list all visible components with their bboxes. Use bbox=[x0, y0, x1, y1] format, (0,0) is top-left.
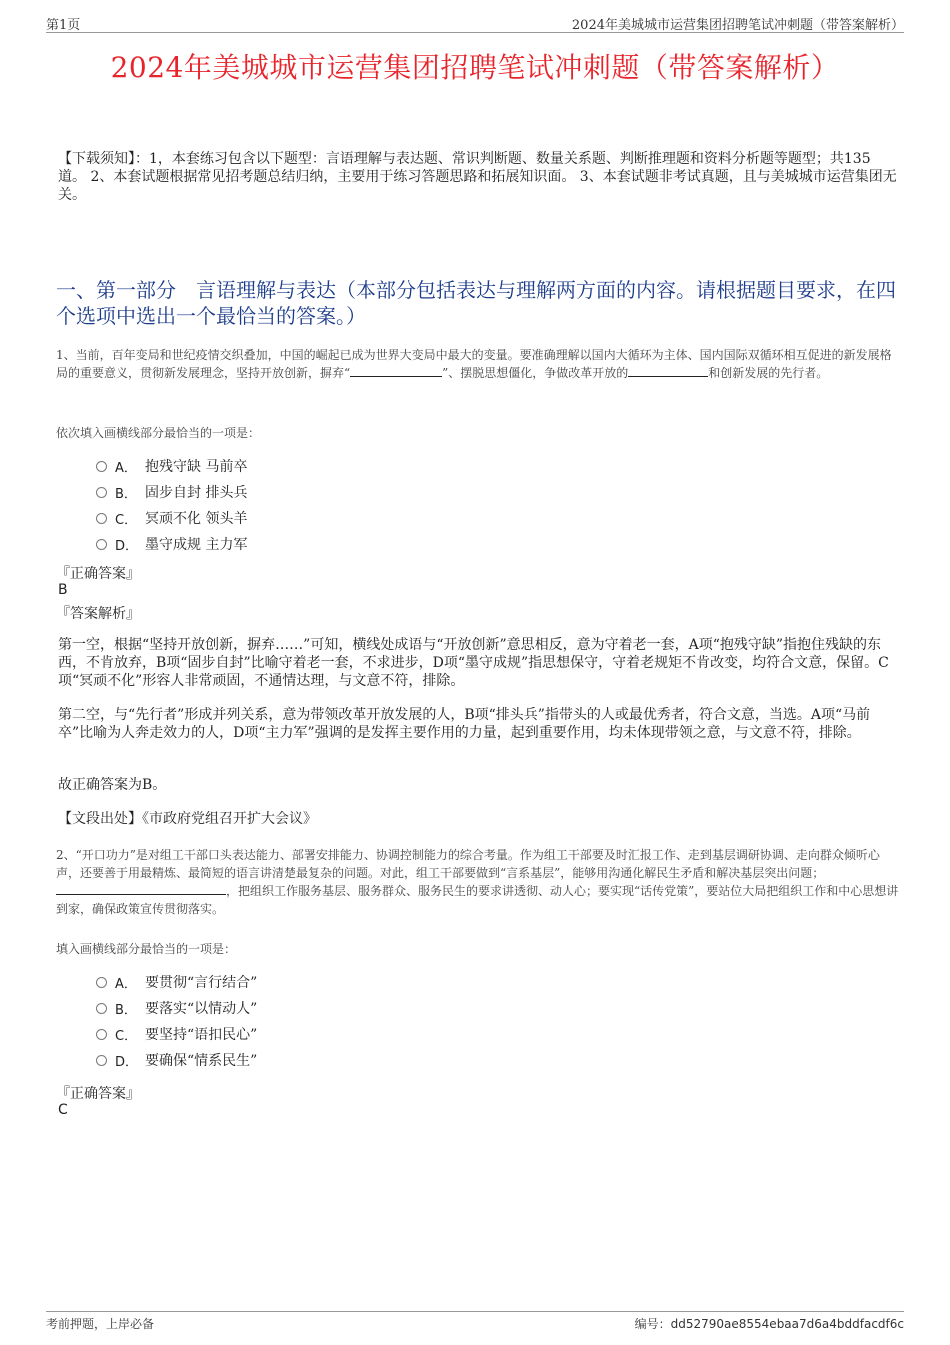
section-heading: 一、第一部分 言语理解与表达（本部分包括表达与理解两方面的内容。请根据题目要求，在四个选项中选出一个最恰当的答案。） bbox=[56, 278, 896, 328]
document-title: 2024年美城城市运营集团招聘笔试冲刺题（带答案解析） bbox=[110, 51, 840, 84]
radio-icon[interactable] bbox=[96, 487, 107, 498]
question-1-option-b[interactable]: B． 固步自封 排头兵 bbox=[96, 482, 247, 502]
question-2-option-c[interactable]: C． 要坚持“语扣民心” bbox=[96, 1024, 257, 1044]
question-2-stem: 2、“开口功力”是对组工干部口头表达能力、部署安排能力、协调控制能力的综合考量。作为组工干部要及时汇报工作、走到基层调研协调、走向群众倾听心声，还要善于用最精炼、最简短的语言讲清楚最复杂的问题。对此，组工干部要做到“言系基层”，能够用沟通化解民生矛盾和解决基层突出问题；，把组织工作服务基层、服务群众、服务民生的要求讲透彻、动人心；要实现“话传党策”，要站位大局把组织工作和中心思想讲到家，确保政策宣传贯彻落实。 bbox=[56, 848, 899, 916]
radio-icon[interactable] bbox=[96, 1003, 107, 1014]
question-2-option-b[interactable]: B． 要落实“以情动人” bbox=[96, 998, 257, 1018]
radio-icon[interactable] bbox=[96, 1055, 107, 1066]
running-title: 2024年美城城市运营集团招聘笔试冲刺题（带答案解析） bbox=[571, 18, 904, 33]
analysis-paragraph-1: 第一空，根据“坚持开放创新，摒弃……”可知，横线处成语与“开放创新”意思相反，意为守着老一套，A项“抱残守缺”指抱住残缺的东西，不肯放弃，B项“固步自封”比喻守着老一套，不求进步，D项“墨守成规”指思想保守，守着老规矩不肯改变，均符合文意，保留。C项“冥顽不化”形容人非常顽固，不通情达理，与文意不符，排除。 bbox=[58, 637, 889, 689]
question-1-option-c[interactable]: C． 冥顽不化 领头羊 bbox=[96, 508, 247, 528]
answer-label: 『正确答案』 bbox=[56, 566, 140, 582]
footer-slogan: 考前押题，上岸必备 bbox=[46, 1317, 155, 1331]
analysis-conclusion: 故正确答案为B。 bbox=[58, 777, 167, 793]
header-divider bbox=[46, 32, 904, 33]
question-2-prompt: 填入画横线部分最恰当的一项是： bbox=[56, 942, 237, 956]
blank-1 bbox=[56, 882, 226, 895]
question-1-prompt: 依次填入画横线部分最恰当的一项是： bbox=[56, 426, 261, 440]
question-1-option-d[interactable]: D． 墨守成规 主力军 bbox=[96, 534, 247, 554]
radio-icon[interactable] bbox=[96, 1029, 107, 1040]
footer-divider bbox=[46, 1311, 904, 1312]
download-notice: 【下载须知】：1，本套练习包含以下题型：言语理解与表达题、常识判断题、数量关系题、判断推理题和资料分析题等题型；共135道。 2、本套试题根据常见招考题总结归纳，主要用于练习答题思路和拓展知识面。 3、本套试题非考试真题，且与美城城市运营集团无关。 bbox=[58, 151, 897, 203]
radio-icon[interactable] bbox=[96, 539, 107, 550]
answer-value: C bbox=[58, 1102, 68, 1118]
question-2-option-d[interactable]: D． 要确保“情系民生” bbox=[96, 1050, 257, 1070]
question-1-option-a[interactable]: A． 抱残守缺 马前卒 bbox=[96, 456, 247, 476]
radio-icon[interactable] bbox=[96, 977, 107, 988]
radio-icon[interactable] bbox=[96, 461, 107, 472]
page-number: 第1页 bbox=[46, 18, 81, 33]
text-source: 【文段出处】《市政府党组召开扩大会议》 bbox=[58, 811, 317, 827]
radio-icon[interactable] bbox=[96, 513, 107, 524]
answer-value: B bbox=[58, 582, 68, 598]
question-1-stem: 1、当前，百年变局和世纪疫情交织叠加，中国的崛起已成为世界大变局中最大的变量。要准确理解以国内大循环为主体、国内国际双循环相互促进的新发展格局的重要意义，贯彻新发展理念，坚持开放创新，摒弃“ ”、摆脱思想僵化，争做改革开放的 和创新发展的先行者。 bbox=[56, 348, 892, 380]
analysis-paragraph-2: 第二空，与“先行者”形成并列关系，意为带领改革开放发展的人，B项“排头兵”指带头的人或最优秀者，符合文意，当选。A项“马前卒”比喻为人奔走效力的人，D项“主力军”强调的是发挥主要作用的力量，起到重要作用，均未体现带领之意，与文意不符，排除。 bbox=[58, 707, 871, 741]
answer-label: 『正确答案』 bbox=[56, 1086, 140, 1102]
question-2-option-a[interactable]: A． 要贯彻“言行结合” bbox=[96, 972, 257, 992]
blank-1 bbox=[350, 364, 442, 377]
blank-2 bbox=[628, 364, 708, 377]
analysis-label: 『答案解析』 bbox=[56, 606, 140, 622]
document-code: 编号：dd52790ae8554ebaa7d6a4bddfacdf6c bbox=[634, 1317, 904, 1331]
